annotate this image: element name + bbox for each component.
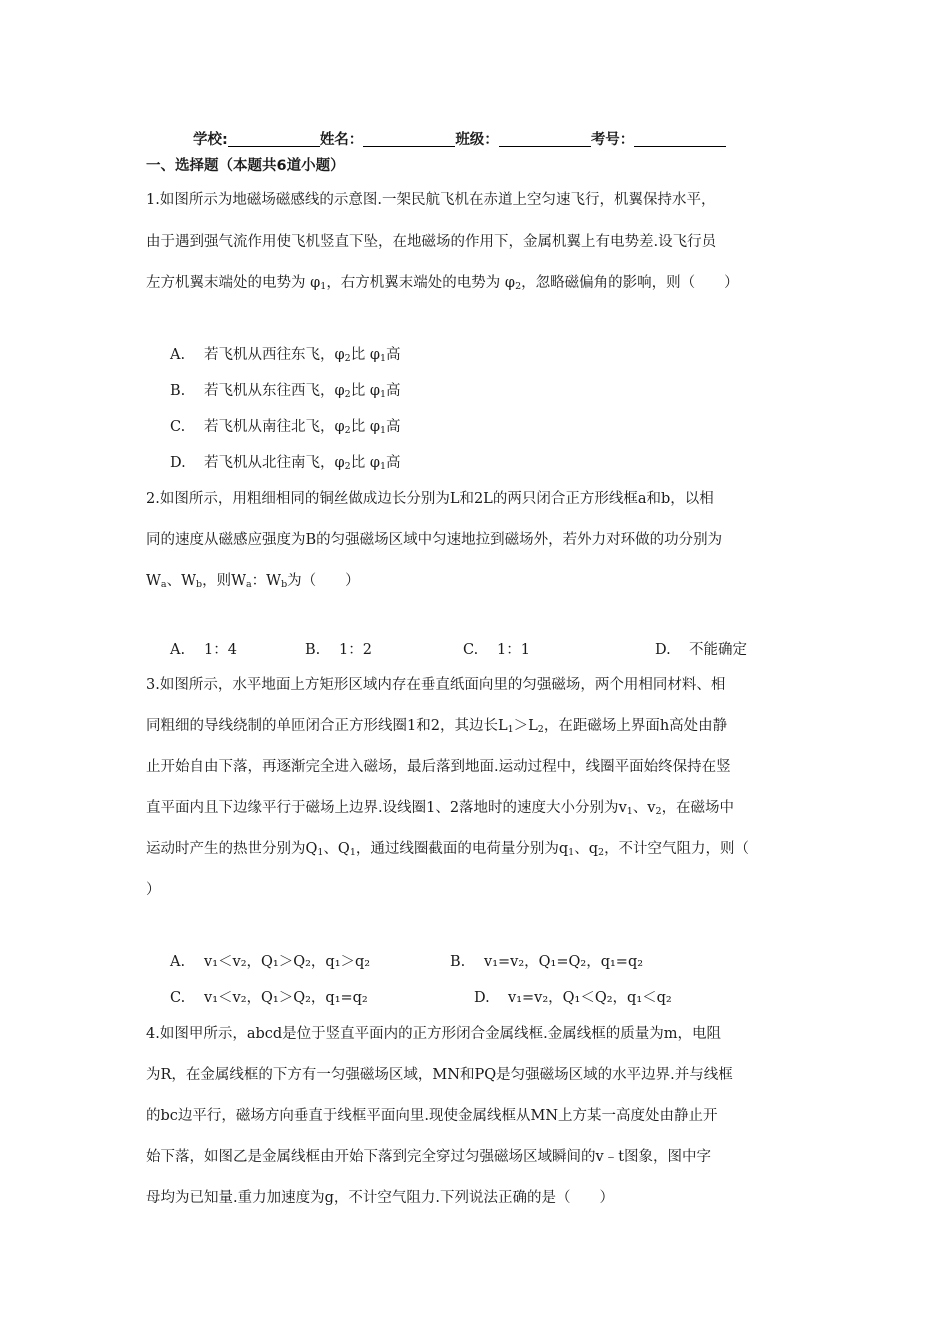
school-blank[interactable] <box>228 132 320 147</box>
q1-text: ，右方机翼末端处的电势为 <box>326 275 501 291</box>
subscript: b <box>195 579 203 590</box>
q3-line-5: 运动时产生的热世分别为$Q_1$、$Q_1$，通过线圈截面的电荷量分别为$q_1$、$q_2$，不计空气阻力，则（ <box>146 841 750 858</box>
exam-number-label: 考号： <box>590 132 635 148</box>
option-text: 若飞机从北往南飞， <box>204 455 335 471</box>
phi-symbol: φ <box>369 383 380 399</box>
exam-number-blank[interactable] <box>634 132 726 147</box>
subscript: 2 <box>344 461 351 472</box>
option-text: 比 <box>350 383 366 399</box>
option-text: v₁＜v₂，Q₁＞Q₂，q₁=q₂ <box>204 990 368 1006</box>
option-text: v₁=v₂，Q₁＜Q₂，q₁＜q₂ <box>508 990 672 1006</box>
work-symbol: W <box>231 573 246 589</box>
phi-symbol: φ <box>334 347 345 363</box>
subscript: 1 <box>320 281 327 292</box>
section-title: 一、选择题（本题共6道小题） <box>146 158 345 174</box>
q3-text: 同粗细的导线绕制的单匝闭合正方形线圈1和2，其边长 <box>146 718 498 734</box>
option-text: 比 <box>350 455 366 471</box>
q1-text: ，忽略磁偏角的影响，则（ ） <box>521 275 739 291</box>
phi-symbol: φ <box>369 455 380 471</box>
q2-option-b[interactable] <box>305 638 372 659</box>
work-symbol: W <box>181 573 196 589</box>
q2-text: 为（ ） <box>287 573 360 589</box>
option-text: 若飞机从南往北飞， <box>204 419 335 435</box>
q4-line-2: 为R，在金属线框的下方有一匀强磁场区域，MN和PQ是匀强磁场区域的水平边界.并与线框 <box>146 1067 733 1083</box>
option-key: C. <box>463 642 479 658</box>
subscript: 2 <box>515 281 522 292</box>
q3-option-b[interactable] <box>450 950 643 971</box>
q4-line-5: 母均为已知量.重力加速度为g，不计空气阻力.下列说法正确的是（ ） <box>146 1190 614 1206</box>
option-text: 若飞机从西往东飞， <box>204 347 335 363</box>
q1-line-2: 由于遇到强气流作用使飞机竖直下坠，在地磁场的作用下，金属机翼上有电势差.设飞行员 <box>146 234 717 250</box>
option-text: v₁＜v₂，Q₁＞Q₂，q₁＞q₂ <box>204 954 371 970</box>
q1-text: 左方机翼末端处的电势为 <box>146 275 306 291</box>
option-key: B. <box>450 954 466 970</box>
q2-line-2: 同的速度从磁感应强度为B的匀强磁场区域中匀速地拉到磁场外，若外力对环做的功分别为 <box>146 532 723 548</box>
q4-line-3: 的bc边平行，磁场方向垂直于线框平面向里.现使金属线框从MN上方某一高度处由静止开 <box>146 1108 718 1124</box>
q1-option-a[interactable] <box>170 343 401 364</box>
phi-symbol: φ <box>369 419 380 435</box>
q4-line-4: 始下落，如图乙是金属线框由开始下落到完全穿过匀强磁场区域瞬间的v﹣t图象，图中字 <box>146 1149 712 1165</box>
option-key: B. <box>305 642 321 658</box>
option-key: C. <box>170 990 186 1006</box>
student-info-header <box>193 128 726 149</box>
option-key: A. <box>170 347 186 363</box>
phi-symbol: φ <box>334 455 345 471</box>
q3-text: ，通过线圈截面的电荷量分别为 <box>355 841 559 857</box>
phi-symbol: φ <box>310 275 321 291</box>
option-text: 1：4 <box>204 642 237 658</box>
option-key: D. <box>655 642 671 658</box>
q3-text: ，在磁场中 <box>661 800 735 816</box>
q2-text: ： <box>251 573 267 589</box>
school-label: 学校: <box>193 132 228 148</box>
subscript: 1 <box>379 389 387 400</box>
subscript: 1 <box>379 425 387 436</box>
option-key: D. <box>474 990 490 1006</box>
subscript: 2 <box>344 353 351 364</box>
subscript: 1 <box>379 461 387 472</box>
option-key: B. <box>170 383 186 399</box>
subscript: a <box>160 579 167 590</box>
phi-symbol: φ <box>334 419 345 435</box>
q3-line-6: ） <box>146 882 161 898</box>
option-text: 比 <box>350 347 366 363</box>
q2-text: ，则 <box>202 573 232 589</box>
q3-option-c[interactable] <box>170 986 368 1007</box>
subscript: 2 <box>344 389 351 400</box>
q2-option-a[interactable] <box>170 638 237 659</box>
work-symbol: W <box>266 573 282 589</box>
subscript: a <box>245 579 252 590</box>
name-label: 姓名： <box>319 132 364 148</box>
q3-text: ，在距磁场上界面h高处由静 <box>543 718 728 734</box>
q3-line-4: 直平面内且下边缘平行于磁场上边界.设线圈1、2落地时的速度大小分别为$v_1$、$v_2$，在磁场中 <box>146 800 735 817</box>
option-text: 1：1 <box>497 642 530 658</box>
subscript: 1 <box>379 353 387 364</box>
q2-text: 、 <box>166 573 182 589</box>
option-key: A. <box>170 954 186 970</box>
class-label: 班级： <box>455 132 499 148</box>
option-text: v₁=v₂，Q₁=Q₂，q₁=q₂ <box>484 954 644 970</box>
option-text: 高 <box>386 455 401 471</box>
q1-option-c[interactable] <box>170 415 401 436</box>
option-text: 高 <box>386 347 401 363</box>
name-blank[interactable] <box>363 132 455 147</box>
q2-option-c[interactable] <box>463 638 530 659</box>
q1-option-d[interactable] <box>170 451 401 472</box>
q3-option-d[interactable] <box>474 986 672 1007</box>
phi-symbol: φ <box>369 347 380 363</box>
q1-line-3 <box>146 271 739 292</box>
work-symbol: W <box>146 573 161 589</box>
subscript: b <box>281 579 288 590</box>
q4-line-1: 4.如图甲所示，abcd是位于竖直平面内的正方形闭合金属线框.金属线框的质量为m，电阻 <box>146 1026 722 1042</box>
option-text: 若飞机从东往西飞， <box>204 383 335 399</box>
option-text: 高 <box>386 419 401 435</box>
option-key: A. <box>170 642 186 658</box>
subscript: 2 <box>344 425 351 436</box>
q3-option-a[interactable] <box>170 950 370 971</box>
q3-text: 运动时产生的热世分别为 <box>146 841 306 857</box>
option-text: 不能确定 <box>689 642 747 658</box>
q2-line-1: 2.如图所示，用粗细相同的铜丝做成边长分别为L和2L的两只闭合正方形线框a和b，以相 <box>146 491 714 507</box>
phi-symbol: φ <box>334 383 345 399</box>
q3-text: 直平面内且下边缘平行于磁场上边界.设线圈1、2落地时的速度大小分别为 <box>146 800 619 816</box>
q1-option-b[interactable] <box>170 379 401 400</box>
option-text: 1：2 <box>339 642 372 658</box>
class-blank[interactable] <box>499 132 591 147</box>
option-key: D. <box>170 455 186 471</box>
q2-option-d[interactable] <box>655 638 747 659</box>
q2-line-3 <box>146 569 360 590</box>
phi-symbol: φ <box>504 275 516 291</box>
option-key: C. <box>170 419 186 435</box>
q3-line-2: 同粗细的导线绕制的单匝闭合正方形线圈1和2，其边长$L_1>L_2$，在距磁场上界面h高处由静 <box>146 718 728 735</box>
option-text: 高 <box>386 383 401 399</box>
q1-line-1: 1.如图所示为地磁场磁感线的示意图.一架民航飞机在赤道上空匀速飞行，机翼保持水平， <box>146 192 716 208</box>
q3-line-1: 3.如图所示，水平地面上方矩形区域内存在垂直纸面向里的匀强磁场，两个用相同材料、相 <box>146 677 726 693</box>
q3-line-3: 止开始自由下落，再逐渐完全进入磁场，最后落到地面.运动过程中，线圈平面始终保持在竖 <box>146 759 731 775</box>
option-text: 比 <box>350 419 366 435</box>
q3-text: ，不计空气阻力，则（ <box>604 841 750 857</box>
